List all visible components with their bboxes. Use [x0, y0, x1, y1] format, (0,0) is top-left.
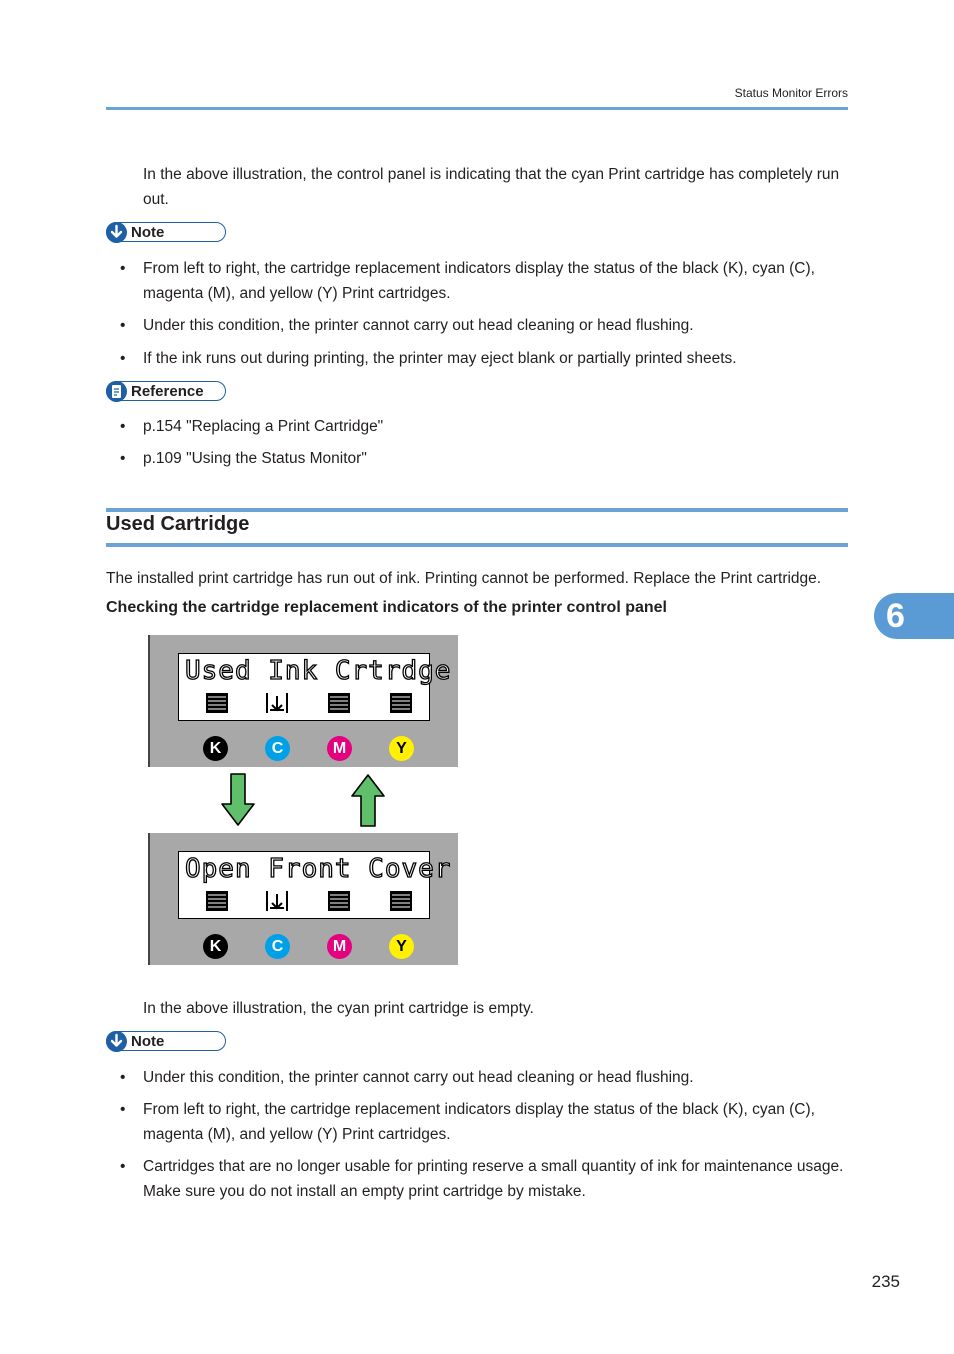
note-text: Under this condition, the printer cannot carry out head cleaning or head flushing.: [143, 317, 694, 334]
control-panel-illustration-2: [148, 833, 458, 965]
reference-link[interactable]: p.109 "Using the Status Monitor": [143, 450, 367, 467]
bullet-dot: •: [120, 260, 126, 277]
bullet-dot: •: [120, 1158, 126, 1175]
down-arrow-icon: [106, 1031, 127, 1052]
ink-level-full-icon: [389, 890, 413, 912]
reference-label: [106, 381, 226, 401]
intro-paragraph: In the above illustration, the control panel is indicating that the cyan Print cartridge has completely run out.: [143, 166, 840, 208]
note-text: If the ink runs out during printing, the printer may eject blank or partially printed sheets.: [143, 350, 737, 367]
bullet-dot: •: [120, 350, 126, 367]
ink-label-m: M: [327, 934, 352, 959]
bullet-dot: •: [120, 317, 126, 334]
lcd-display: [178, 851, 452, 919]
bullet-dot: •: [120, 1069, 126, 1086]
note-text: From left to right, the cartridge replacement indicators display the status of the black (K), cyan (C), magenta (M), and yellow (Y) Print cartridges.: [143, 1101, 815, 1143]
running-head: Status Monitor Errors: [734, 86, 848, 100]
reference-label-text: Reference: [131, 383, 204, 400]
section-rule-bottom: [106, 543, 848, 547]
bullet-dot: •: [120, 450, 126, 467]
subheading: Checking the cartridge replacement indicators of the printer control panel: [106, 599, 667, 616]
ink-label-y: Y: [389, 736, 414, 761]
lcd-text: Open Front Cover: [185, 854, 452, 884]
control-panel-illustration-1: [148, 635, 458, 767]
lcd-display: [178, 653, 452, 721]
document-icon: [106, 381, 127, 402]
lcd-text: Used Ink Crtrdge: [185, 656, 452, 686]
note-text: Under this condition, the printer cannot carry out head cleaning or head flushing.: [143, 1069, 694, 1086]
illustration-caption: In the above illustration, the cyan print cartridge is empty.: [143, 1000, 534, 1017]
ink-label-k: K: [203, 934, 228, 959]
down-arrow-icon: [106, 222, 127, 243]
section-rule-top: [106, 508, 848, 512]
ink-level-full-icon: [205, 890, 229, 912]
bullet-dot: •: [120, 418, 126, 435]
ink-level-full-icon: [205, 692, 229, 714]
page-number: 235: [871, 1272, 900, 1291]
arrow-up-icon: [350, 772, 386, 828]
ink-empty-icon: [265, 890, 289, 912]
note-label-text: Note: [131, 1033, 165, 1050]
ink-level-full-icon: [327, 692, 351, 714]
ink-label-m: M: [327, 736, 352, 761]
ink-level-full-icon: [327, 890, 351, 912]
arrow-down-icon: [220, 772, 256, 828]
ink-label-c: C: [265, 736, 290, 761]
note-text: From left to right, the cartridge replacement indicators display the status of the black (K), cyan (C), magenta (M), and yellow (Y) Print cartridges.: [143, 260, 815, 302]
ink-label-c: C: [265, 934, 290, 959]
header-rule: [106, 107, 848, 110]
section-title: Used Cartridge: [106, 513, 250, 535]
reference-link[interactable]: p.154 "Replacing a Print Cartridge": [143, 418, 384, 435]
ink-label-y: Y: [389, 934, 414, 959]
chapter-number: 6: [886, 597, 905, 635]
note-text: Cartridges that are no longer usable for printing reserve a small quantity of ink for maintenance usage. Make sure you do not install an empty print cartridge by mistake.: [143, 1158, 844, 1200]
note-label-2: [106, 1031, 226, 1051]
ink-label-k: K: [203, 736, 228, 761]
note-label-1: [106, 222, 226, 242]
ink-empty-icon: [265, 692, 289, 714]
note-label-text: Note: [131, 224, 165, 241]
bullet-dot: •: [120, 1101, 126, 1118]
section-intro: The installed print cartridge has run out of ink. Printing cannot be performed. Replace the Print cartridge.: [106, 570, 822, 587]
ink-level-full-icon: [389, 692, 413, 714]
